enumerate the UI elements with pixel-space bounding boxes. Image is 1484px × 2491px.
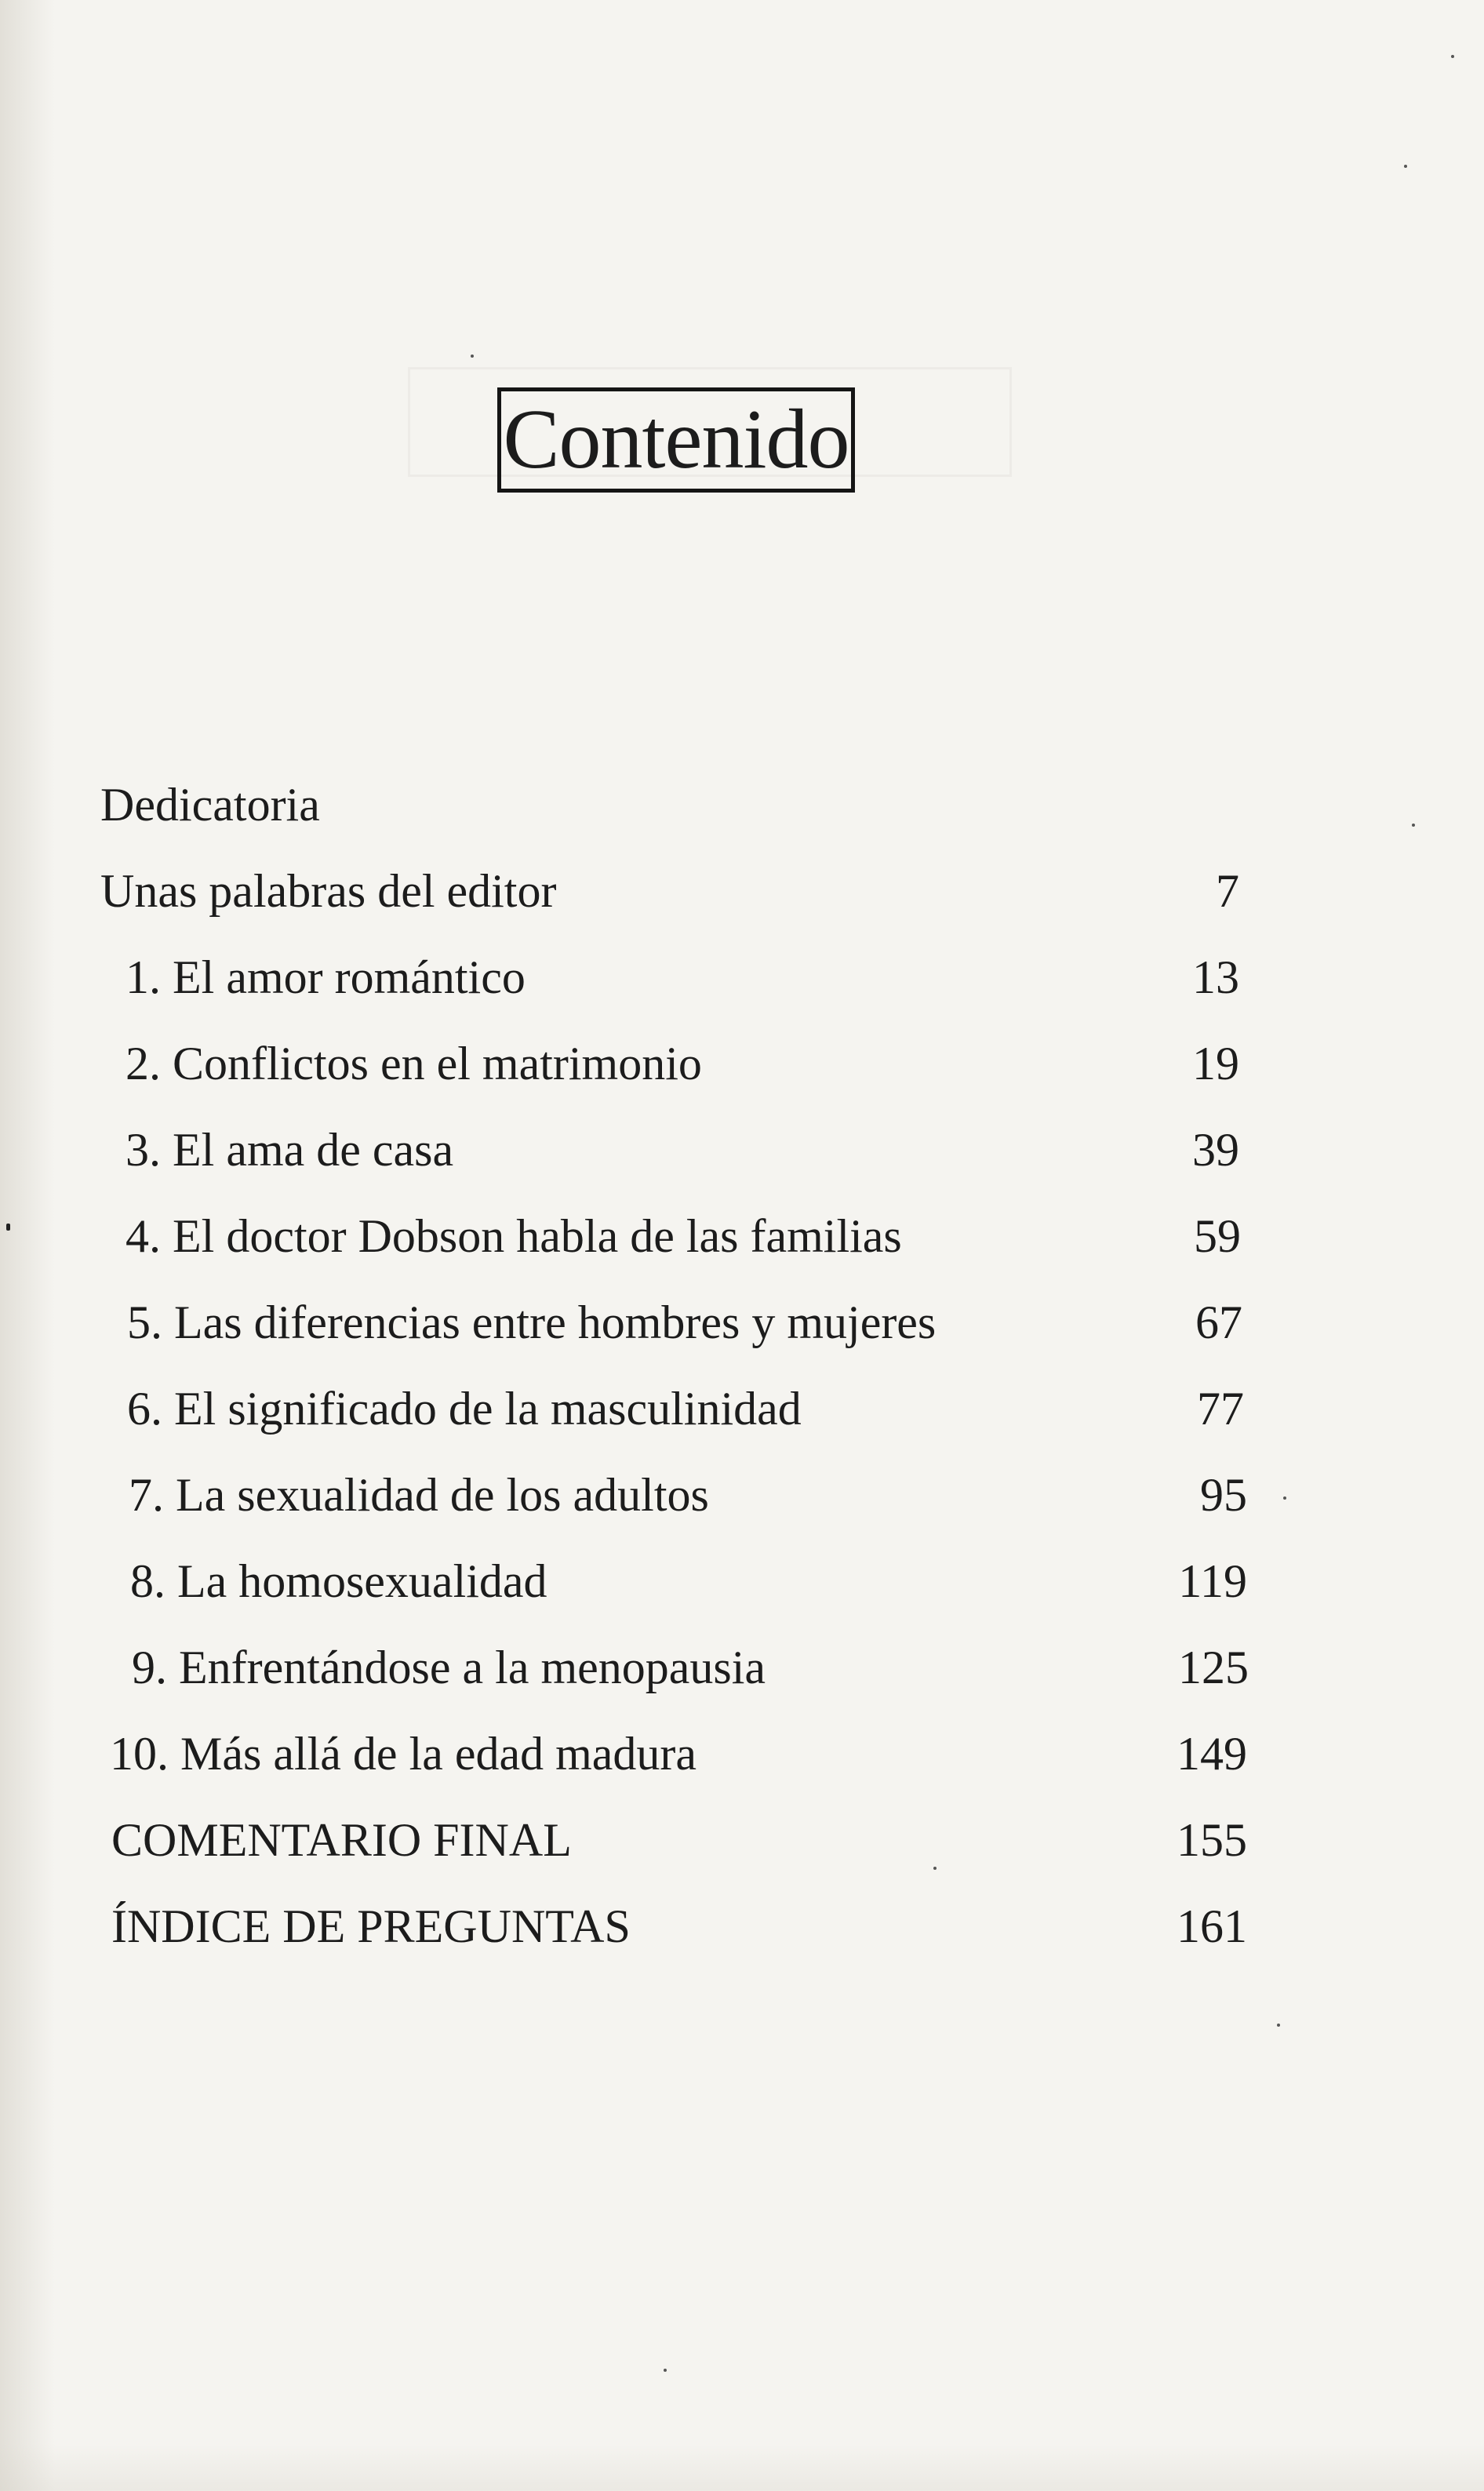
paper-speck: [1412, 824, 1415, 827]
toc-entry-page: 39: [1192, 1124, 1239, 1176]
paper-speck: [664, 2369, 667, 2372]
toc-entry-page: 149: [1177, 1728, 1247, 1780]
toc-entry-page: 161: [1177, 1900, 1247, 1952]
paper-speck: [1451, 55, 1454, 58]
toc-entry-page: 125: [1178, 1642, 1249, 1693]
toc-entry-page: 19: [1192, 1038, 1239, 1089]
toc-entry-label: 9. Enfrentándose a la menopausia: [132, 1642, 766, 1693]
paper-speck: [933, 1867, 937, 1870]
toc-entry-label: 5. Las diferencias entre hombres y mujeres: [127, 1296, 937, 1348]
toc-entry-label: 2. Conflictos en el matrimonio: [125, 1038, 702, 1089]
toc-entry-label: 6. El significado de la masculinidad: [127, 1383, 802, 1435]
paper-speck: [6, 1224, 10, 1231]
toc-entry-label: 1. El amor romántico: [125, 951, 526, 1003]
toc-entry-label: 4. El doctor Dobson habla de las familias: [125, 1210, 902, 1262]
toc-entry-page: 119: [1178, 1555, 1247, 1607]
toc-entry-label: COMENTARIO FINAL: [111, 1814, 572, 1866]
toc-entry-page: 67: [1195, 1296, 1242, 1348]
toc-entry-page: 95: [1200, 1469, 1247, 1521]
toc-entry-page: 77: [1197, 1383, 1244, 1435]
paper-speck: [1404, 165, 1407, 168]
toc-entry-label: Dedicatoria: [100, 779, 320, 831]
toc-entry-label: Unas palabras del editor: [100, 865, 557, 917]
toc-entry-page: 155: [1177, 1814, 1247, 1866]
toc-entry-label: ÍNDICE DE PREGUNTAS: [111, 1900, 631, 1952]
paper-speck: [471, 355, 474, 358]
toc-entry-label: 10. Más allá de la edad madura: [110, 1728, 697, 1780]
toc-entry-label: 8. La homosexualidad: [130, 1555, 547, 1607]
toc-entry-page: 7: [1216, 865, 1239, 917]
paper-speck: [1283, 1496, 1286, 1500]
toc-entry-label: 3. El ama de casa: [125, 1124, 454, 1176]
toc-entry-label: 7. La sexualidad de los adultos: [129, 1469, 709, 1521]
paper-speck: [1277, 2024, 1280, 2027]
toc-entry-page: 59: [1194, 1210, 1241, 1262]
title-box: [497, 387, 855, 493]
page-title: Contenido: [503, 393, 849, 486]
toc-entry-page: 13: [1192, 951, 1239, 1003]
